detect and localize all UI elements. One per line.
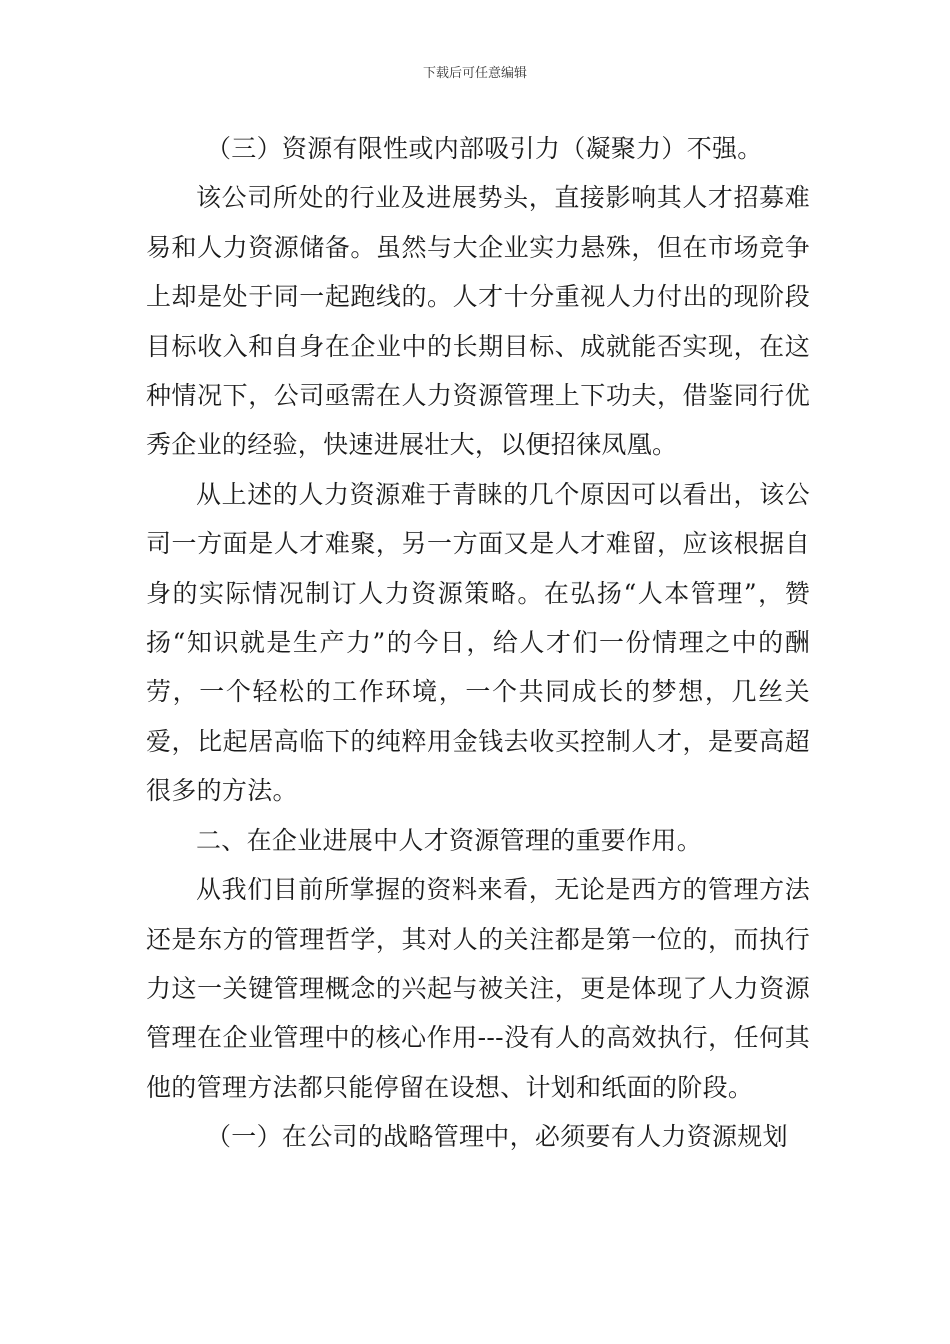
body-paragraph: 从我们目前所掌握的资料来看，无论是西方的管理方法还是东方的管理哲学，其对人的关注都是第一位的，而执行力这一关键管理概念的兴起与被关注，更是体现了人力资源管理在企业管理中的核心作用---没有人的高效执行，任何其他的管理方法都只能停留在设想、计划和纸面的阶段。	[146, 875, 810, 1102]
page-header: 下载后可任意编辑	[422, 66, 527, 81]
body-paragraph: 从上述的人力资源难于青睐的几个原因可以看出，该公司一方面是人才难聚，另一方面又是人才难留，应该根据自身的实际情况制订人力资源策略。在弘扬“人本管理”，赞扬“知识就是生产力”的今日，给人才们一份情理之中的酬劳，一个轻松的工作环境，一个共同成长的梦想，几丝关爱，比起居高临下的纯粹用金钱去收买控制人才，是要高超很多的方法。	[146, 479, 810, 806]
section-heading-2: 二、在企业进展中人才资源管理的重要作用。	[196, 825, 703, 855]
body-paragraph: 该公司所处的行业及进展势头，直接影响其人才招募难易和人力资源储备。虽然与大企业实力悬殊，但在市场竞争上却是处于同一起跑线的。人才十分重视人力付出的现阶段目标收入和自身在企业中的长期目标、成就能否实现，在这种情况下，公司亟需在人力资源管理上下功夫，借鉴同行优秀企业的经验，快速进展壮大，以便招徕凤凰。	[146, 183, 810, 460]
document-body	[146, 124, 810, 1162]
section-heading-3: （三）资源有限性或内部吸引力（凝聚力）不强。	[206, 134, 763, 163]
section-heading-1: （一）在公司的战略管理中，必须要有人力资源规划	[206, 1122, 788, 1152]
